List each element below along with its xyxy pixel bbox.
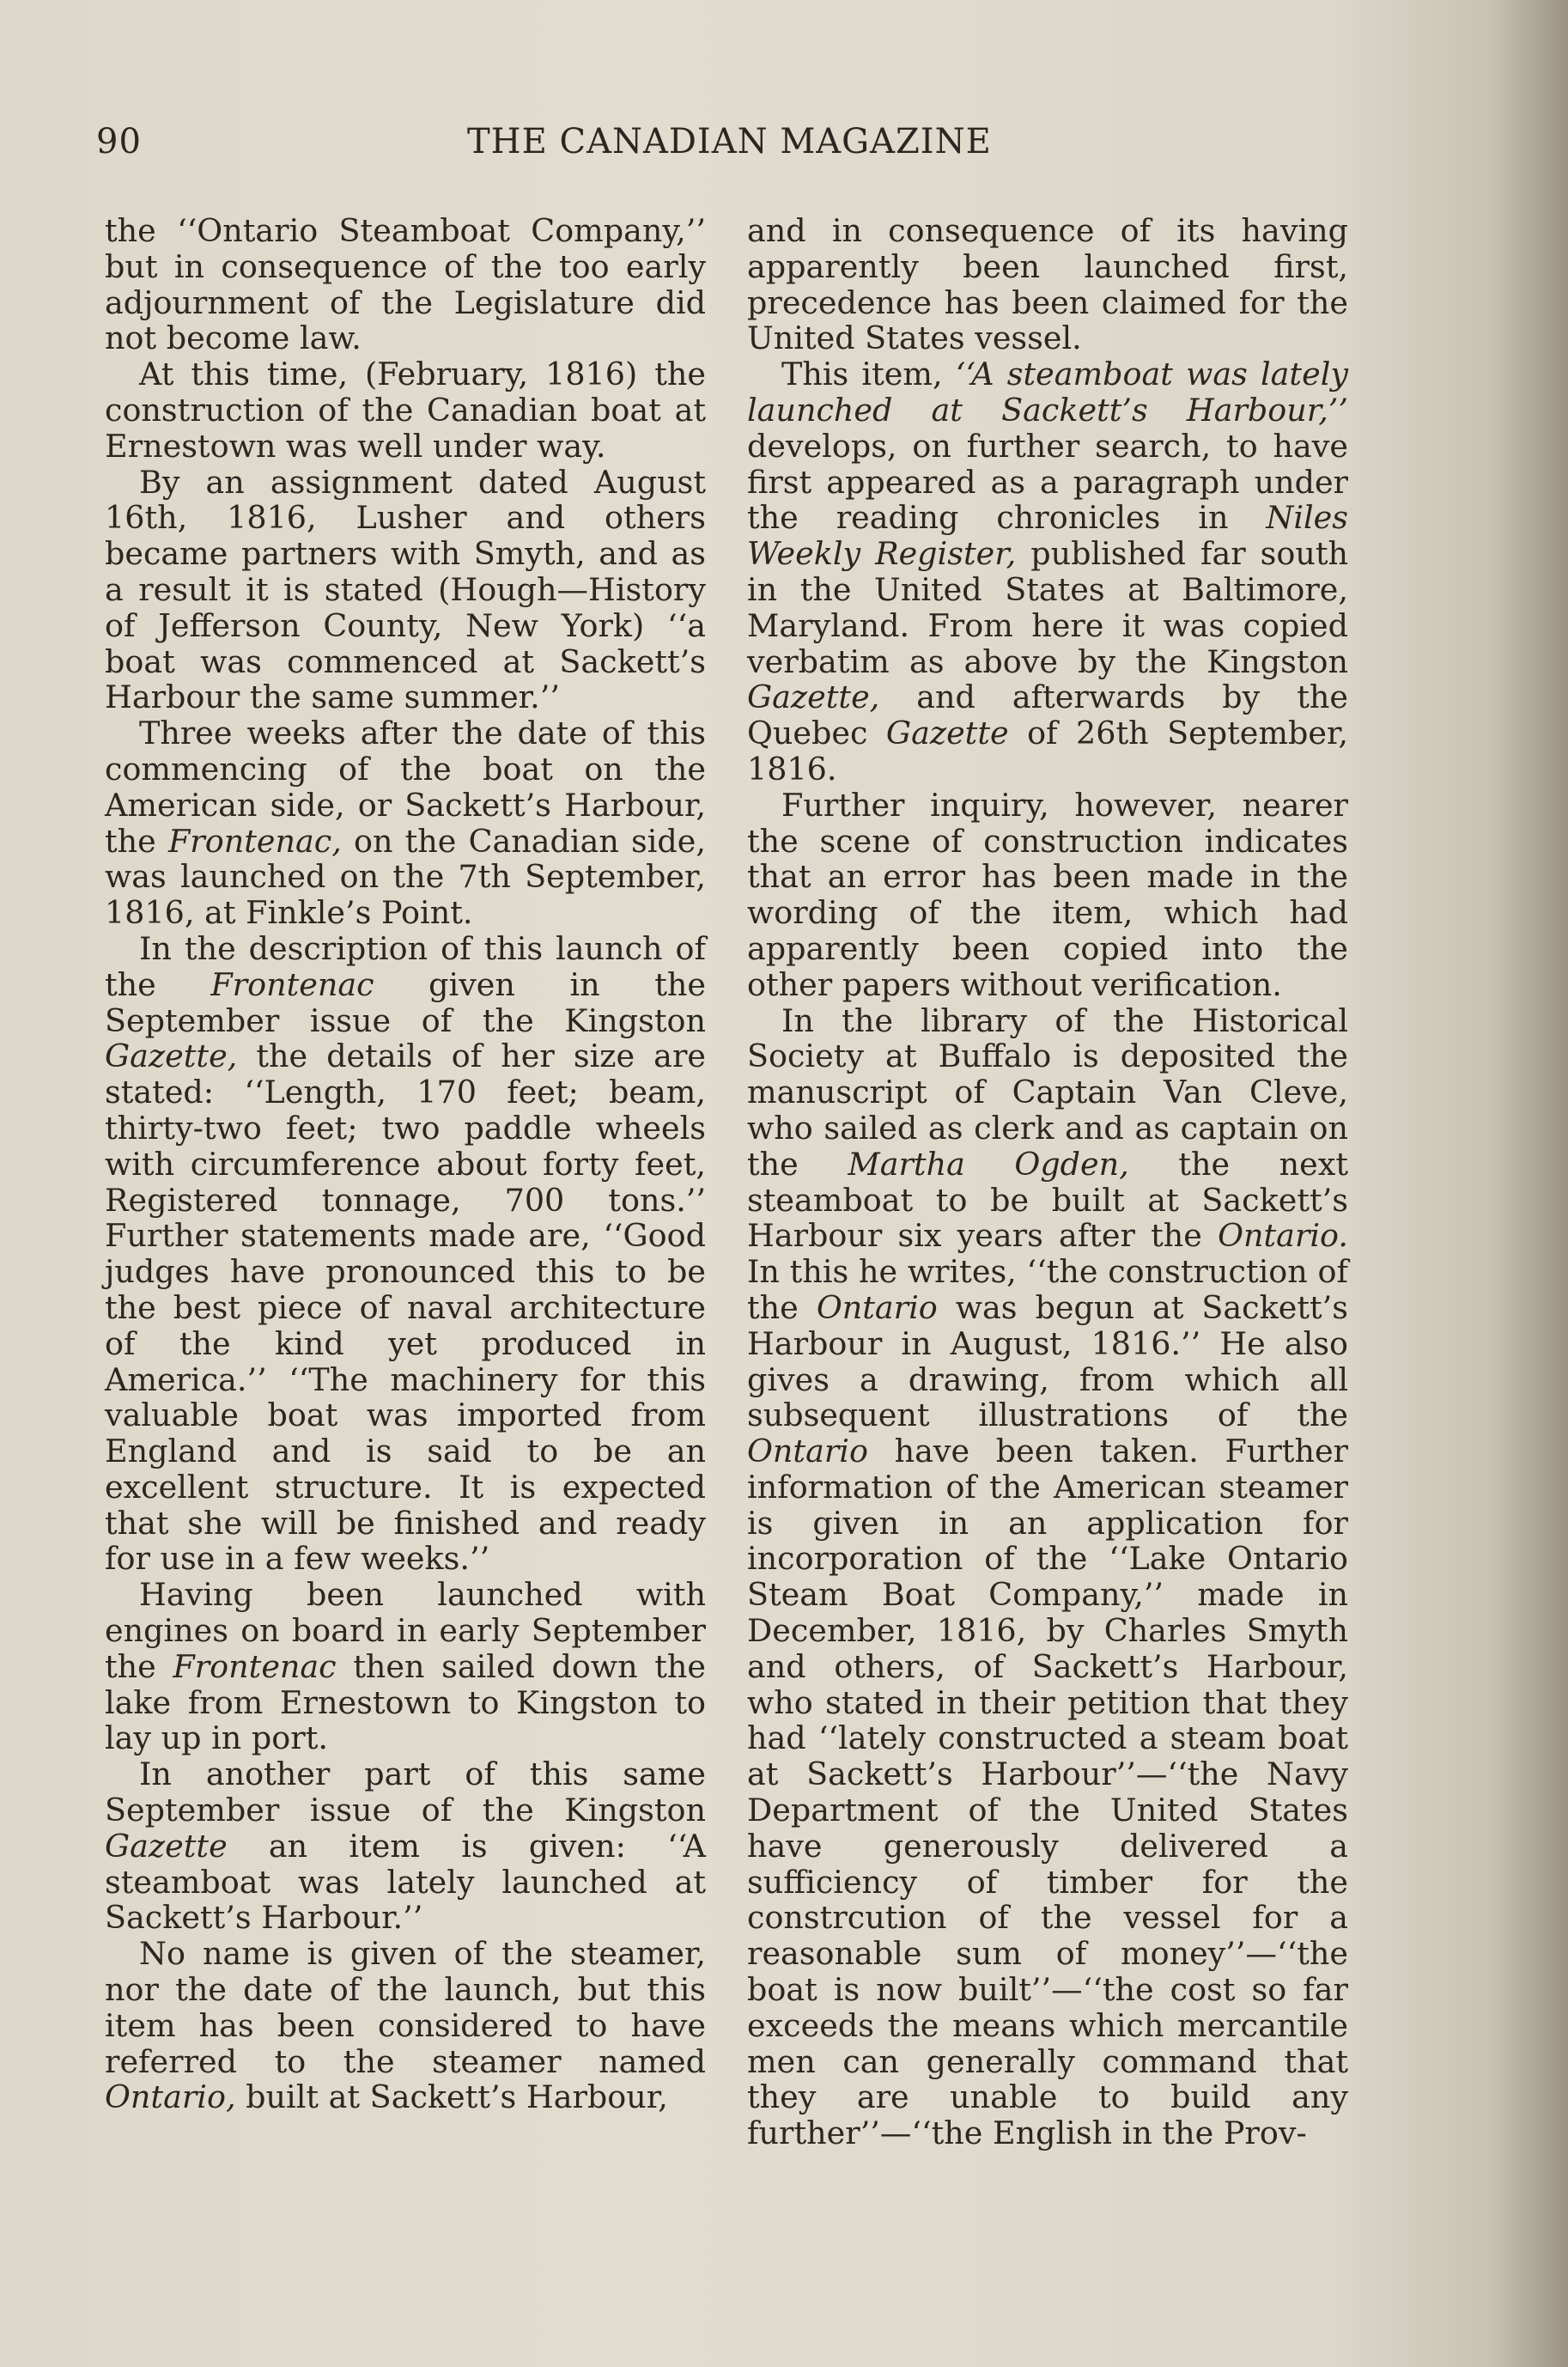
paragraph: By an assignment dated August 16th, 1816, Lusher and others became partners with Smyth, and as a result it is stated (Hough—History of Jefferson County, New York) ‘‘a boat was commenced at Sackett’s Harbour the same summer.’’	[105, 463, 706, 716]
paragraph: Further inquiry, however, nearer the scene of construction indicates that an error has been made in the wording of the item, which had apparently been copied into the other papers without verification.	[747, 786, 1348, 1003]
paragraph: In another part of this same September issue of the Kingston Gazette an item is given: ‘‘A steamboat was lately launched at Sackett’s Harbour.’’	[105, 1755, 706, 1937]
paragraph: No name is given of the steamer, nor the date of the launch, but this item has been considered to have referred to the steamer named Ontario, built at Sackett’s Harbour,	[105, 1935, 706, 2116]
paragraph: Having been launched with engines on board in early September the Frontenac then sailed down the lake from Ernestown to Kingston to lay up in port.	[105, 1576, 706, 1757]
magazine-title: THE CANADIAN MAGAZINE	[467, 122, 992, 161]
paragraph: In the description of this launch of the Frontenac given in the September issue of the Kingston Gazette, the details of her size are stated: ‘‘Length, 170 feet; beam, thirty-two feet; two paddle wheels with circumference about forty feet, Registered tonnage, 700 tons.’’ Further statements made are, ‘‘Good judges have pronounced this to be the best piece of naval architecture of the kind yet produced in America.’’ ‘‘The machinery for this valuable boat was imported from England and is said to be an excellent structure. It is expected that she will be finished and ready for use in a few weeks.’’	[105, 929, 706, 1578]
left-column	[105, 213, 706, 2115]
paragraph: This item, ‘‘A steamboat was lately launched at Sackett’s Harbour,’’ develops, on further search, to have first appeared as a paragraph under the reading chronicles in Niles Weekly Register, published far south in the United States at Baltimore, Maryland. From here it was copied verbatim as above by the Kingston Gazette, and afterwards by the Quebec Gazette of 26th September, 1816.	[747, 356, 1348, 788]
paragraph: the ‘‘Ontario Steamboat Company,’’ but in consequence of the too early adjournment of the Legislature did not become law.	[105, 212, 706, 357]
right-column	[747, 213, 1348, 2151]
paragraph: Three weeks after the date of this commencing of the boat on the American side, or Sackett’s Harbour, the Frontenac, on the Canadian side, was launched on the 7th September, 1816, at Finkle’s Point.	[105, 715, 706, 932]
paragraph: and in consequence of its having apparently been launched first, precedence has been claimed for the United States vessel.	[747, 212, 1348, 357]
paragraph: At this time, (February, 1816) the construction of the Canadian boat at Ernestown was well under way.	[105, 356, 706, 465]
paragraph: In the library of the Historical Society at Buffalo is deposited the manuscript of Captain Van Cleve, who sailed as clerk and as captain on the Martha Ogden, the next steamboat to be built at Sackett’s Harbour six years after the Ontario. In this he writes, ‘‘the construction of the Ontario was begun at Sackett’s Harbour in August, 1816.’’ He also gives a drawing, from which all subsequent illustrations of the Ontario have been taken. Further information of the American steamer is given in an application for incorporation of the ‘‘Lake Ontario Steam Boat Company,’’ made in December, 1816, by Charles Smyth and others, of Sackett’s Harbour, who stated in their petition that they had ‘‘lately constructed a steam boat at Sackett’s Harbour’’—‘‘the Navy Department of the United States have generously delivered a sufficiency of timber for the constrcution of the vessel for a reasonable sum of money’’—‘‘the boat is now built’’—‘‘the cost so far exceeds the means which mercantile men can generally command that they are unable to build any further’’—‘‘the English in the Prov-	[747, 1001, 1348, 2152]
page-number: 90	[96, 122, 142, 161]
